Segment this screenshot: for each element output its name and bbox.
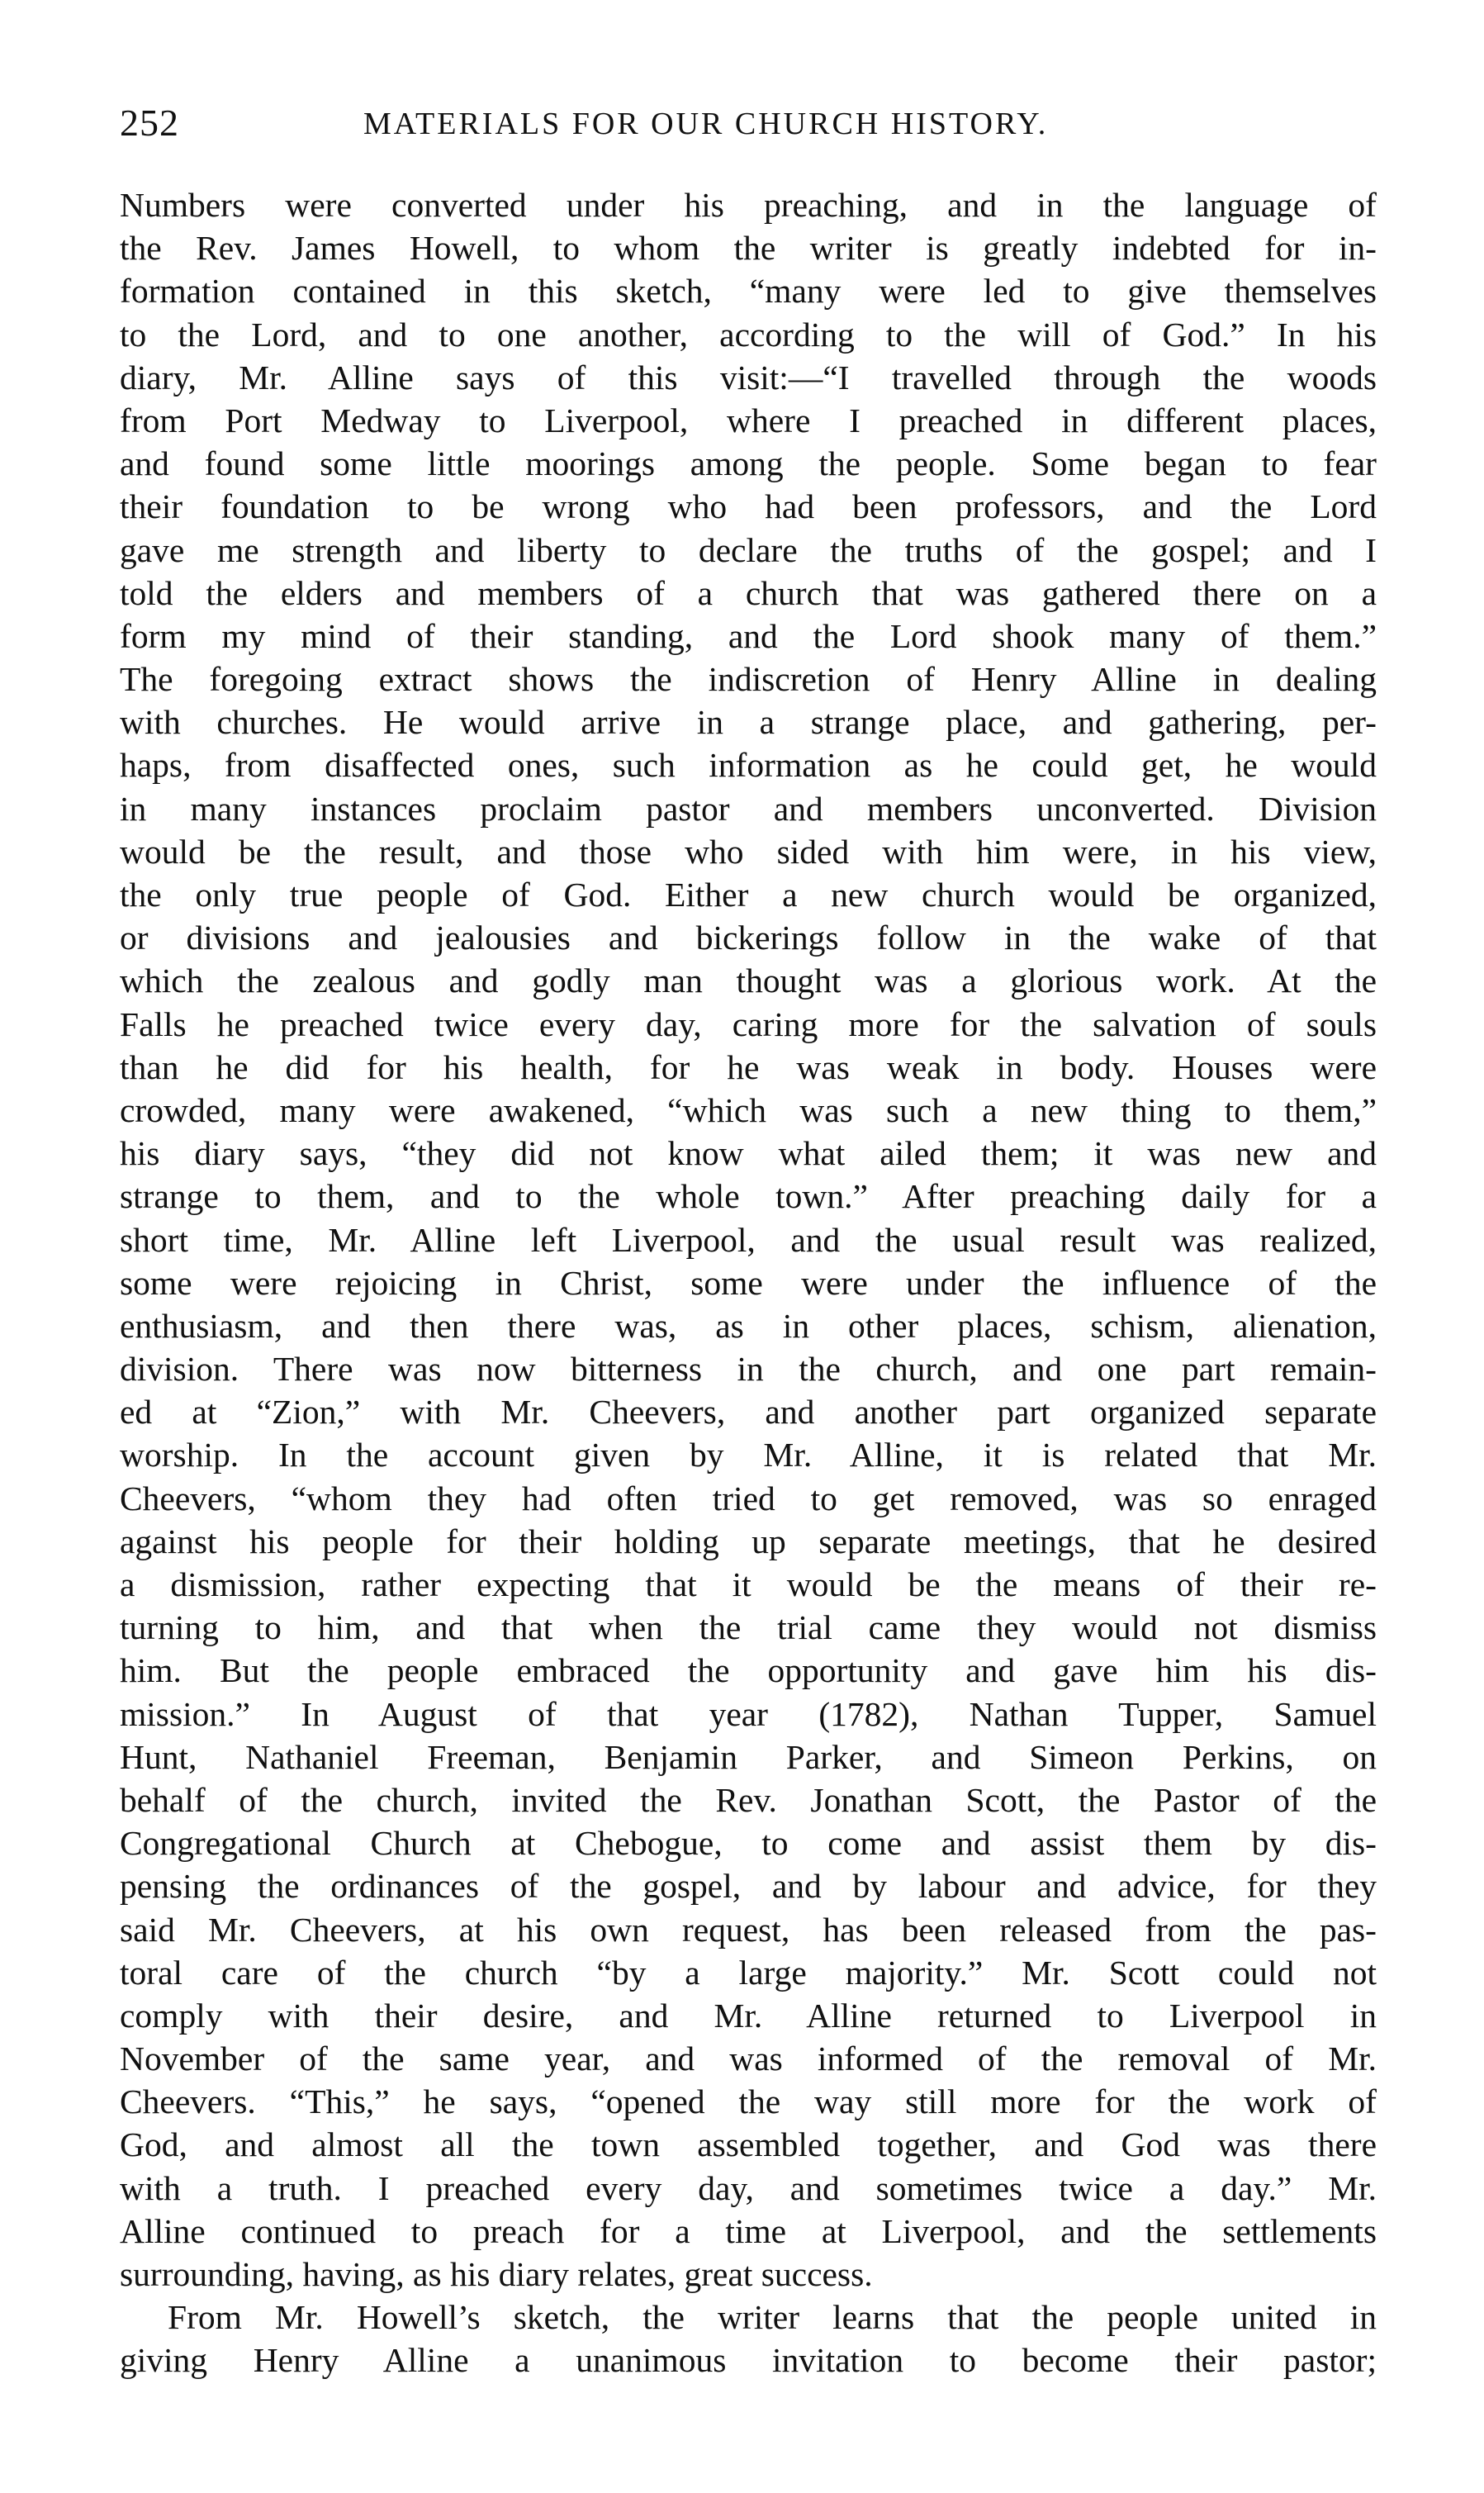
text-line: with a truth. I preached every day, and sometimes twice a day.” Mr. (120, 2168, 1377, 2207)
text-line: giving Henry Alline a unanimous invitation to become their pastor; (120, 2341, 1377, 2380)
text-line: From Mr. Howell’s sketch, the writer learns that the people united in (168, 2298, 1377, 2337)
text-line: Alline continued to preach for a time at Liverpool, and the settlements (120, 2211, 1377, 2250)
text-line: which the zealous and godly man thought was a glorious work. At the (120, 962, 1377, 1000)
text-line: said Mr. Cheevers, at his own request, has been released from the pas- (120, 1910, 1377, 1949)
text-line: Hunt, Nathaniel Freeman, Benjamin Parker, and Simeon Perkins, on (120, 1737, 1377, 1776)
body-text (120, 183, 1377, 2382)
text-line: in many instances proclaim pastor and members unconverted. Division (120, 789, 1377, 828)
page-number: 252 (120, 102, 179, 144)
text-line: the Rev. James Howell, to whom the writer is greatly indebted for in- (120, 229, 1377, 268)
text-line: him. But the people embraced the opportunity and gave him his dis- (120, 1651, 1377, 1690)
text-line: enthusiasm, and then there was, as in other places, schism, alienation, (120, 1306, 1377, 1345)
text-line: division. There was now bitterness in the church, and one part remain- (120, 1350, 1377, 1389)
text-line: their foundation to be wrong who had been professors, and the Lord (120, 487, 1377, 526)
text-line: worship. In the account given by Mr. Alline, it is related that Mr. (120, 1436, 1377, 1474)
text-line: toral care of the church “by a large majority.” Mr. Scott could not (120, 1953, 1377, 1992)
text-line: mission.” In August of that year (1782), Nathan Tupper, Samuel (120, 1694, 1377, 1733)
text-line: Cheevers. “This,” he says, “opened the way still more for the work of (120, 2082, 1377, 2121)
running-head (120, 101, 1377, 159)
text-line: behalf of the church, invited the Rev. Jonathan Scott, the Pastor of the (120, 1780, 1377, 1819)
text-line: or divisions and jealousies and bickerings follow in the wake of that (120, 919, 1377, 957)
text-line: form my mind of their standing, and the Lord shook many of them.” (120, 616, 1377, 655)
text-line: comply with their desire, and Mr. Alline returned to Liverpool in (120, 1996, 1377, 2035)
text-line: pensing the ordinances of the gospel, and by labour and advice, for they (120, 1867, 1377, 1906)
text-line: than he did for his health, for he was weak in body. Houses were (120, 1047, 1377, 1086)
text-line: against his people for their holding up separate meetings, that he desired (120, 1522, 1377, 1560)
text-line: turning to him, and that when the trial came they would not dismiss (120, 1608, 1377, 1647)
paragraph-1 (120, 183, 1377, 2296)
text-line: from Port Medway to Liverpool, where I preached in different places, (120, 401, 1377, 439)
text-line: short time, Mr. Alline left Liverpool, and the usual result was realized, (120, 1220, 1377, 1259)
text-line: haps, from disaffected ones, such information as he could get, he would (120, 746, 1377, 785)
text-line: the only true people of God. Either a new church would be organized, (120, 876, 1377, 914)
text-line: diary, Mr. Alline says of this visit:—“I travelled through the woods (120, 358, 1377, 397)
text-line: Congregational Church at Chebogue, to come and assist them by dis- (120, 1824, 1377, 1863)
text-line: some were rejoicing in Christ, some were under the influence of the (120, 1263, 1377, 1302)
text-line: Falls he preached twice every day, caring more for the salvation of souls (120, 1004, 1377, 1043)
text-line: formation contained in this sketch, “many were led to give themselves (120, 272, 1377, 311)
running-title: MATERIALS FOR OUR CHURCH HISTORY. (363, 107, 1049, 141)
text-line: told the elders and members of a church that was gathered there on a (120, 573, 1377, 612)
text-line: gave me strength and liberty to declare the truths of the gospel; and I (120, 530, 1377, 569)
text-line: crowded, many were awakened, “which was such a new thing to them,” (120, 1090, 1377, 1129)
text-line: to the Lord, and to one another, according to the will of God.” In his (120, 315, 1377, 354)
text-line: The foregoing extract shows the indiscretion of Henry Alline in dealing (120, 660, 1377, 699)
text-line: God, and almost all the town assembled together, and God was there (120, 2125, 1377, 2164)
text-line: ed at “Zion,” with Mr. Cheevers, and another part organized separate (120, 1393, 1377, 1432)
text-line: with churches. He would arrive in a strange place, and gathering, per- (120, 703, 1377, 742)
text-line: Numbers were converted under his preaching, and in the language of (120, 186, 1377, 224)
text-line: surrounding, having, as his diary relates, great success. (120, 2255, 873, 2293)
text-line: strange to them, and to the whole town.” After preaching daily for a (120, 1177, 1377, 1216)
text-line: Cheevers, “whom they had often tried to get removed, was so enraged (120, 1479, 1377, 1517)
text-line: and found some little moorings among the people. Some began to fear (120, 444, 1377, 483)
text-line: his diary says, “they did not know what ailed them; it was new and (120, 1134, 1377, 1173)
text-line: would be the result, and those who sided with him were, in his view, (120, 832, 1377, 871)
paragraph-2 (120, 2296, 1377, 2381)
text-line: November of the same year, and was informed of the removal of Mr. (120, 2040, 1377, 2078)
text-line: a dismission, rather expecting that it would be the means of their re- (120, 1565, 1377, 1603)
